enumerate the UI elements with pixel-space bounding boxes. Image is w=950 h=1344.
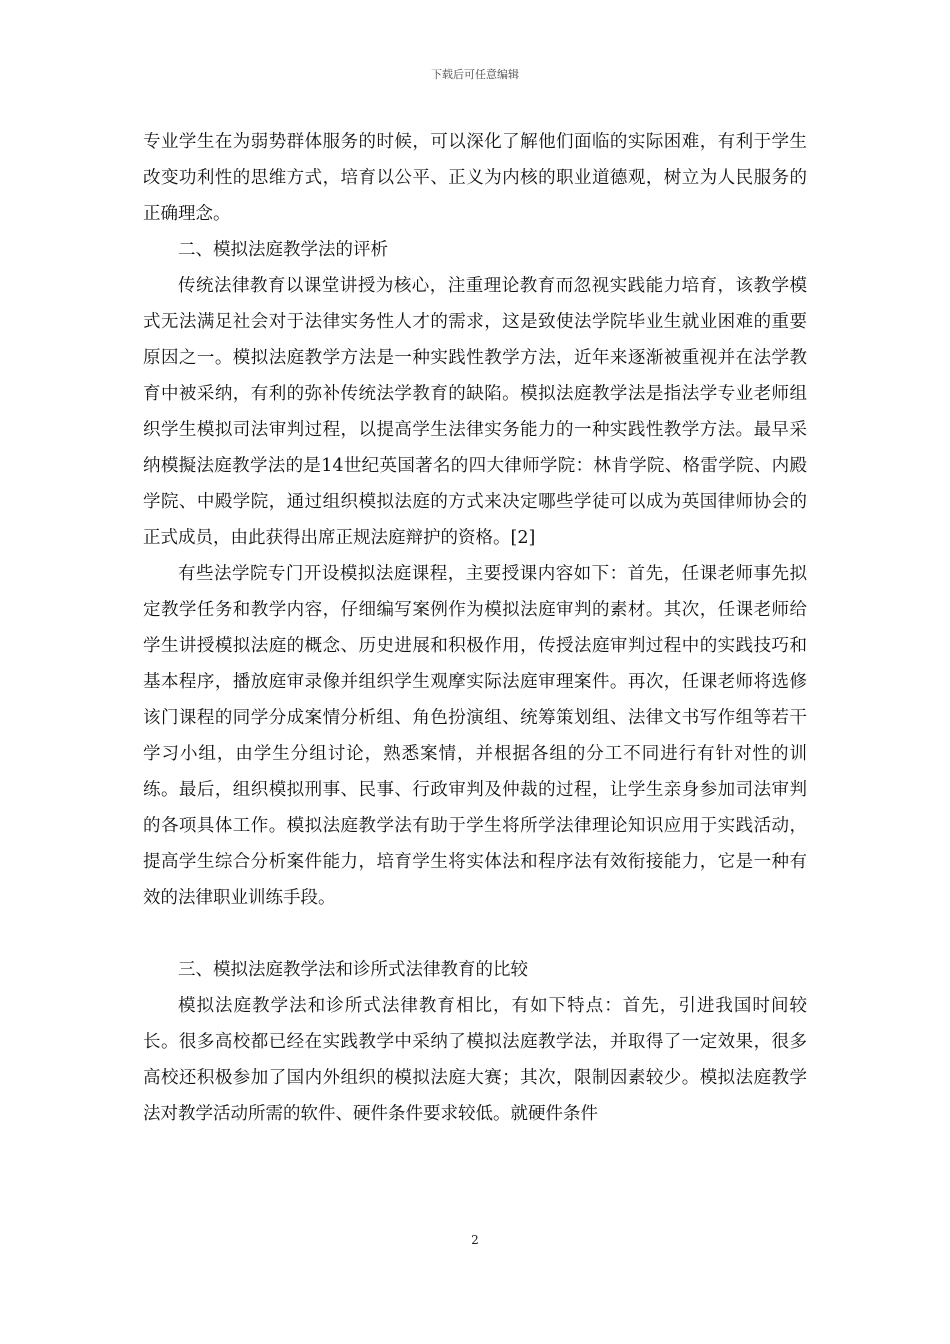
paragraph-evaluation-1: 传统法律教育以课堂讲授为核心，注重理论教育而忽视实践能力培育，该教学模式无法满足社会对于法律实务性人才的需求，这是致使法学院毕业生就业困难的重要原因之一。模拟法庭教学方法是一种实践性教学方法，近年来逐渐被重视并在法学教育中被采纳，有利的弥补传统法学教育的缺陷。模拟法庭教学法是指法学专业老师组织学生模拟司法审判过程，以提高学生法律实务能力的一种实践性教学方法。最早采纳模擬法庭教学法的是14世纪英国著名的四大律师学院：林肯学院、格雷学院、内殿学院、中殿学院，通过组织模拟法庭的方式来决定哪些学徒可以成为英国律师协会的正式成员，由此获得出席正规法庭辩护的资格。[2] [143, 276, 807, 548]
paragraph-evaluation-2: 有些法学院专门开设模拟法庭课程，主要授课内容如下：首先，任课老师事先拟定教学任务和教学内容，仔细编写案例作为模拟法庭审判的素材。其次，任课老师给学生讲授模拟法庭的概念、历史进展和积极作用，传授法庭审判过程中的实践技巧和基本程序，播放庭审录像并组织学生观摩实际法庭审理案件。再次，任课老师将选修该门课程的同学分成案情分析组、角色扮演组、统筹策划组、法律文书写作组等若干学习小组，由学生分组讨论，熟悉案情，并根据各组的分工不同进行有针对性的训练。最后，组织模拟刑事、民事、行政审判及仲裁的过程，让学生亲身参加司法审判的各项具体工作。模拟法庭教学法有助于学生将所学法律理论知识应用于实践活动，提高学生综合分析案件能力，培育学生将实体法和程序法有效衔接能力，它是一种有效的法律职业训练手段。 [143, 564, 807, 908]
paragraph-comparison: 模拟法庭教学法和诊所式法律教育相比，有如下特点：首先，引进我国时间较长。很多高校都已经在实践教学中采纳了模拟法庭教学法，并取得了一定效果，很多高校还积极参加了国内外组织的模拟法庭大赛；其次，限制因素较少。模拟法庭教学法对教学活动所需的软件、硬件条件要求较低。就硬件条件 [143, 996, 807, 1124]
document-body [143, 124, 807, 1132]
paragraph-continuation: 专业学生在为弱势群体服务的时候，可以深化了解他们面临的实际困难，有利于学生改变功利性的思维方式，培育以公平、正义为内核的职业道德观，树立为人民服务的正确理念。 [143, 132, 807, 224]
section-heading-2: 二、模拟法庭教学法的评析 [178, 240, 388, 260]
blank-line [143, 916, 807, 952]
page-number: 2 [471, 1233, 479, 1247]
page-header: 下载后可任意编辑 [431, 68, 519, 81]
section-heading-3: 三、模拟法庭教学法和诊所式法律教育的比较 [178, 960, 528, 980]
